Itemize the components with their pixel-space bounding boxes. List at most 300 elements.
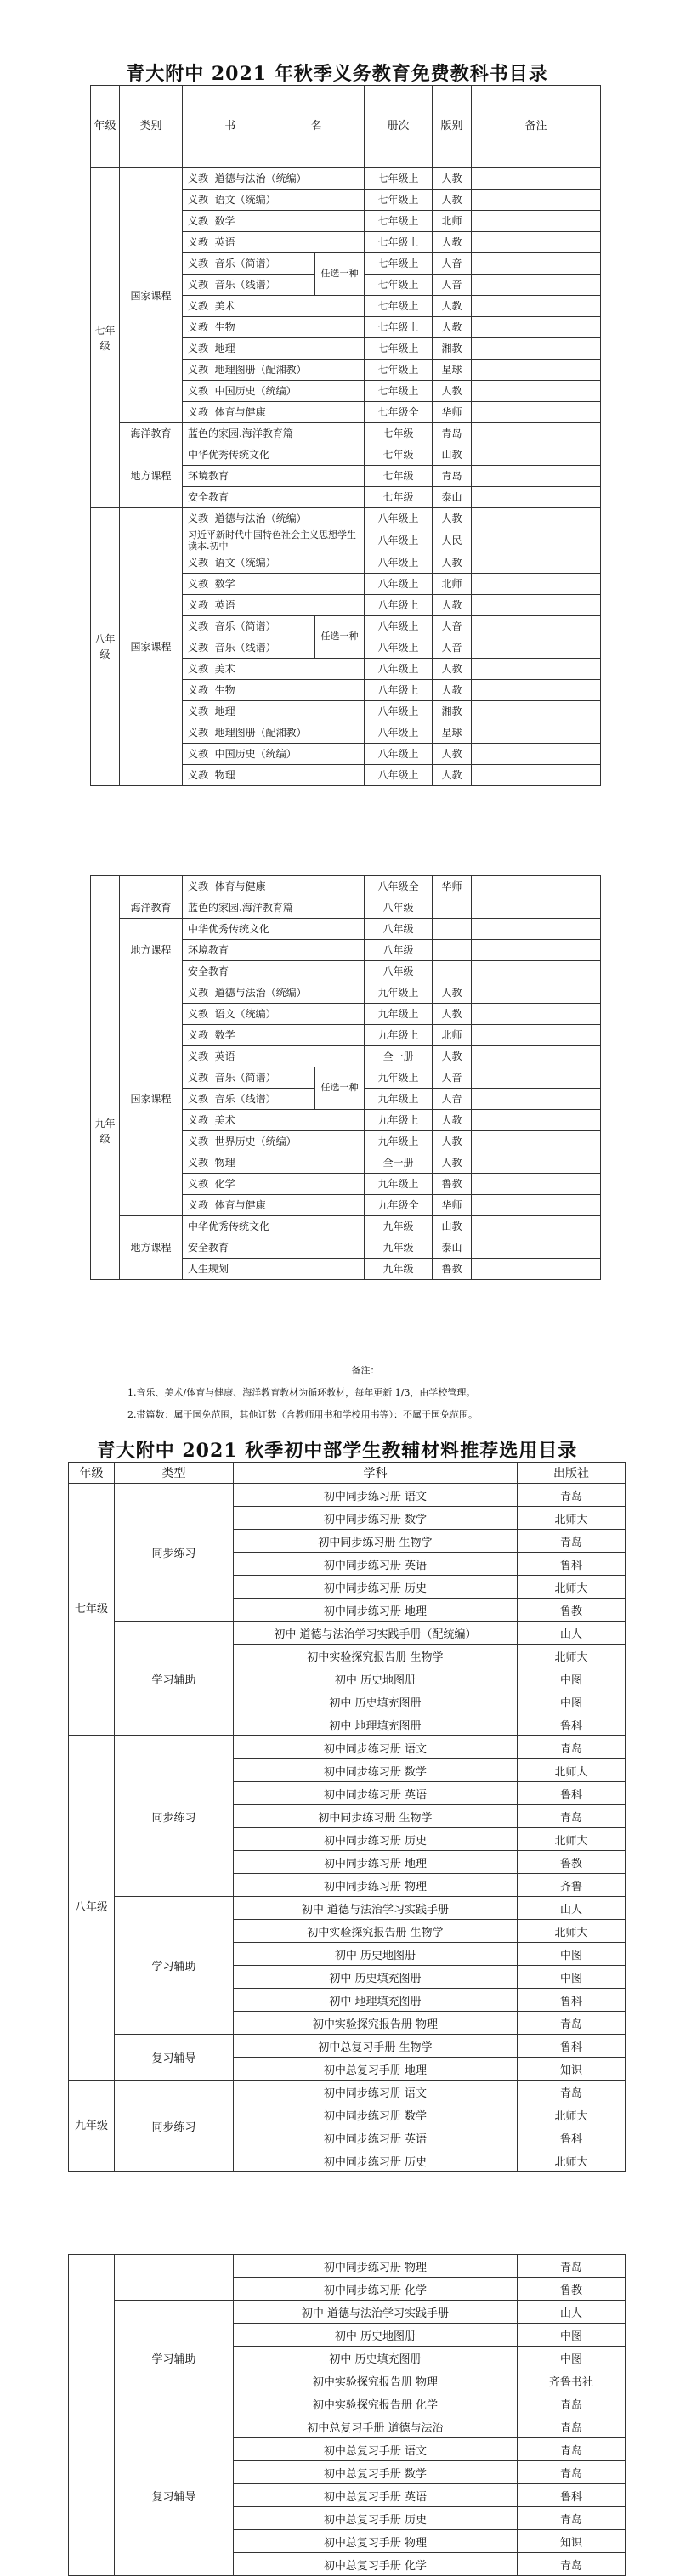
book-name: 人生规划 (183, 1259, 365, 1280)
publisher-cell: 中图 (518, 1966, 626, 1989)
edition-cell: 人音 (433, 1067, 472, 1089)
publisher-cell: 鲁科 (518, 1989, 626, 2012)
edition-cell: 星球 (433, 722, 472, 744)
book-name: 义教 道德与法治（统编） (183, 168, 365, 190)
subject-cell: 初中总复习手册 语文 (234, 2438, 518, 2461)
publisher-cell: 青岛 (518, 2507, 626, 2530)
notes-cell (472, 574, 601, 595)
subject-cell: 初中同步练习册 物理 (234, 1874, 518, 1897)
edition-cell: 华师 (433, 1195, 472, 1216)
book-name: 义教 美术 (183, 296, 365, 317)
notes-cell (472, 1216, 601, 1237)
volume-cell: 九年级 (365, 1259, 433, 1280)
book-name: 义教 音乐（线谱） (183, 275, 315, 296)
book-name: 义教 英语 (183, 232, 365, 253)
book-name: 义教 中国历史（统编） (183, 744, 365, 765)
book-name: 义教 地理 (183, 701, 365, 722)
grade-cell: 九年级 (91, 982, 120, 1280)
volume-cell: 七年级 (365, 444, 433, 466)
material-row (69, 1897, 626, 1920)
subject-cell: 初中同步练习册 英语 (234, 1553, 518, 1576)
category-cell: 海洋教育 (120, 897, 183, 919)
type-cell: 复习辅导 (115, 2035, 234, 2081)
book-name: 义教 地理图册（配湘教） (183, 722, 365, 744)
publisher-cell: 山人 (518, 2301, 626, 2324)
book-name: 中华优秀传统文化 (183, 444, 365, 466)
publisher-cell: 鲁教 (518, 1851, 626, 1874)
subject-cell: 初中 道德与法治学习实践手册（配统编） (234, 1622, 518, 1645)
subject-cell: 初中同步练习册 历史 (234, 2149, 518, 2172)
grade-cell: 八年级 (91, 508, 120, 786)
subject-cell: 初中 历史填充图册 (234, 1966, 518, 1989)
notes-block (127, 1360, 603, 1426)
textbook-table (90, 85, 601, 786)
publisher-cell: 鲁科 (518, 2035, 626, 2058)
book-name: 义教 数学 (183, 1025, 365, 1046)
publisher-cell: 青岛 (518, 2012, 626, 2035)
volume-cell: 八年级上 (365, 659, 433, 680)
edition-cell: 星球 (433, 360, 472, 381)
notes-cell (472, 1174, 601, 1195)
type-cell: 同步练习 (115, 1736, 234, 1897)
volume-cell: 八年级 (365, 940, 433, 961)
subject-cell: 初中总复习手册 物理 (234, 2530, 518, 2553)
type-cell: 学习辅助 (115, 2301, 234, 2415)
subject-cell: 初中 历史填充图册 (234, 2347, 518, 2369)
notes-cell (472, 168, 601, 190)
volume-cell: 九年级上 (365, 1131, 433, 1152)
subject-cell: 初中 历史地图册 (234, 2324, 518, 2347)
subject-cell: 初中实验探究报告册 物理 (234, 2012, 518, 2035)
volume-cell: 八年级上 (365, 574, 433, 595)
subject-cell: 初中总复习手册 历史 (234, 2507, 518, 2530)
subject-cell: 初中同步练习册 英语 (234, 2126, 518, 2149)
notes-line-2: 2.带篇数：属于国免范围，其他订数（含教师用书和学校用书等）：不属于国免范围。 (127, 1409, 478, 1420)
volume-cell: 七年级上 (365, 232, 433, 253)
grade9-rows (91, 982, 601, 1280)
edition-cell: 人教 (433, 1131, 472, 1152)
publisher-cell: 中图 (518, 2347, 626, 2369)
edition-cell: 人教 (433, 744, 472, 765)
book-name: 安全教育 (183, 961, 365, 982)
edition-cell: 人教 (433, 296, 472, 317)
volume-cell: 七年级 (365, 466, 433, 487)
edition-cell: 北师 (433, 1025, 472, 1046)
book-name: 义教 音乐（线谱） (183, 637, 315, 659)
header-notes: 备注 (472, 86, 601, 168)
book-name: 中华优秀传统文化 (183, 1216, 365, 1237)
textbook-row (91, 508, 601, 529)
book-name: 中华优秀传统文化 (183, 919, 365, 940)
material-row (69, 2035, 626, 2058)
type-cell (115, 2255, 234, 2301)
book-name: 义教 物理 (183, 1152, 365, 1174)
header-volume: 册次 (365, 86, 433, 168)
publisher-cell: 齐鲁书社 (518, 2369, 626, 2392)
subject-cell: 初中实验探究报告册 生物学 (234, 1645, 518, 1667)
publisher-cell: 青岛 (518, 2255, 626, 2278)
publisher-cell: 青岛 (518, 2461, 626, 2484)
edition-cell: 人教 (433, 232, 472, 253)
notes-cell (472, 765, 601, 786)
book-name: 义教 体育与健康 (183, 402, 365, 423)
publisher-cell: 青岛 (518, 2415, 626, 2438)
category-cell: 国家课程 (120, 982, 183, 1216)
publisher-cell: 青岛 (518, 1736, 626, 1759)
volume-cell: 八年级上 (365, 722, 433, 744)
book-name: 义教 生物 (183, 317, 365, 338)
category-cell (120, 876, 183, 897)
volume-cell: 八年级 (365, 961, 433, 982)
book-name: 义教 语文（统编） (183, 190, 365, 211)
publisher-cell: 北师大 (518, 1759, 626, 1782)
publisher-cell: 鲁教 (518, 2278, 626, 2301)
category-cell: 海洋教育 (120, 423, 183, 444)
volume-cell: 八年级上 (365, 680, 433, 701)
notes-cell (472, 1046, 601, 1067)
edition-cell (433, 919, 472, 940)
publisher-cell: 北师大 (518, 1645, 626, 1667)
header-edition: 版别 (433, 86, 472, 168)
header-subject: 学科 (234, 1463, 518, 1484)
volume-cell: 八年级上 (365, 637, 433, 659)
volume-cell: 八年级上 (365, 552, 433, 574)
book-name: 义教 地理图册（配湘教） (183, 360, 365, 381)
subject-cell: 初中 历史地图册 (234, 1667, 518, 1690)
book-name: 义教 英语 (183, 595, 365, 616)
edition-cell: 人教 (433, 508, 472, 529)
notes-cell (472, 1152, 601, 1174)
subject-cell: 初中同步练习册 数学 (234, 1507, 518, 1530)
notes-cell (472, 961, 601, 982)
subject-cell: 初中实验探究报告册 化学 (234, 2392, 518, 2415)
notes-cell (472, 595, 601, 616)
publisher-cell: 中图 (518, 1667, 626, 1690)
subject-cell: 初中 历史填充图册 (234, 1690, 518, 1713)
notes-cell (472, 680, 601, 701)
textbook-row (91, 897, 601, 919)
edition-cell: 泰山 (433, 487, 472, 508)
publisher-cell: 北师大 (518, 2103, 626, 2126)
notes-cell (472, 529, 601, 552)
notes-cell (472, 637, 601, 659)
volume-cell: 八年级上 (365, 765, 433, 786)
notes-cell (472, 296, 601, 317)
publisher-cell: 北师大 (518, 1507, 626, 1530)
material-row (69, 2081, 626, 2103)
volume-cell: 九年级 (365, 1216, 433, 1237)
notes-cell (472, 616, 601, 637)
notes-cell (472, 659, 601, 680)
notes-cell (472, 253, 601, 275)
volume-cell: 九年级 (365, 1237, 433, 1259)
book-name: 蓝色的家园.海洋教育篇 (183, 423, 365, 444)
volume-cell: 八年级上 (365, 744, 433, 765)
volume-cell: 八年级上 (365, 529, 433, 552)
volume-cell: 七年级 (365, 423, 433, 444)
book-name: 义教 音乐（线谱） (183, 1089, 315, 1110)
edition-cell: 人教 (433, 765, 472, 786)
edition-cell: 鲁教 (433, 1259, 472, 1280)
volume-cell: 九年级上 (365, 1004, 433, 1025)
notes-title: 备注： (351, 1365, 380, 1376)
notes-cell (472, 919, 601, 940)
publisher-cell: 青岛 (518, 1530, 626, 1553)
edition-cell: 青岛 (433, 466, 472, 487)
volume-cell: 九年级上 (365, 1089, 433, 1110)
book-name: 安全教育 (183, 1237, 365, 1259)
category-cell: 地方课程 (120, 444, 183, 508)
publisher-cell: 北师大 (518, 1576, 626, 1599)
choose-one-note: 任选一种 (315, 1067, 365, 1110)
volume-cell: 八年级上 (365, 701, 433, 722)
type-cell: 同步练习 (115, 2081, 234, 2172)
publisher-cell: 青岛 (518, 1484, 626, 1507)
notes-cell (472, 1004, 601, 1025)
edition-cell: 人音 (433, 616, 472, 637)
textbook-row (91, 1216, 601, 1237)
subject-cell: 初中同步练习册 历史 (234, 1828, 518, 1851)
edition-cell: 人教 (433, 982, 472, 1004)
notes-cell (472, 940, 601, 961)
edition-cell (433, 961, 472, 982)
grade-cell: 八年级 (69, 1736, 115, 2081)
header-book: 书 名 (183, 86, 365, 168)
notes-cell (472, 1195, 601, 1216)
notes-line-1: 1.音乐、美术/体育与健康、海洋教育教材为循环教材，每年更新 1/3，由学校管理。 (127, 1387, 476, 1398)
notes-cell (472, 722, 601, 744)
edition-cell: 人教 (433, 1004, 472, 1025)
publisher-cell: 山人 (518, 1897, 626, 1920)
book-name: 义教 体育与健康 (183, 876, 365, 897)
notes-cell (472, 876, 601, 897)
book-name: 习近平新时代中国特色社会主义思想学生读本.初中 (183, 529, 365, 552)
header-category: 类别 (120, 86, 183, 168)
book-name: 义教 音乐（简谱） (183, 253, 315, 275)
publisher-cell: 北师大 (518, 2149, 626, 2172)
volume-cell: 七年级上 (365, 317, 433, 338)
grade-cell: 七年级 (69, 1484, 115, 1736)
notes-cell (472, 360, 601, 381)
publisher-cell: 中图 (518, 1690, 626, 1713)
header-grade: 年级 (69, 1463, 115, 1484)
volume-cell: 八年级上 (365, 508, 433, 529)
edition-cell: 人教 (433, 1152, 472, 1174)
notes-cell (472, 897, 601, 919)
subject-cell: 初中同步练习册 地理 (234, 1851, 518, 1874)
grade7-rows (91, 168, 601, 508)
grade-cell (91, 876, 120, 982)
volume-cell: 九年级全 (365, 1195, 433, 1216)
book-name: 义教 世界历史（统编） (183, 1131, 365, 1152)
edition-cell: 湘教 (433, 701, 472, 722)
edition-cell: 人教 (433, 381, 472, 402)
edition-cell: 湘教 (433, 338, 472, 360)
publisher-cell: 中图 (518, 2324, 626, 2347)
subject-cell: 初中总复习手册 生物学 (234, 2035, 518, 2058)
page-title: 青大附中 2021 年秋季义务教育免费教科书目录 (126, 63, 548, 85)
edition-cell (433, 940, 472, 961)
volume-cell: 九年级上 (365, 1067, 433, 1089)
notes-cell (472, 1110, 601, 1131)
choose-one-note: 任选一种 (315, 616, 365, 659)
header-grade: 年级 (91, 86, 120, 168)
material-row (69, 2415, 626, 2438)
book-name: 蓝色的家园.海洋教育篇 (183, 897, 365, 919)
volume-cell: 七年级上 (365, 275, 433, 296)
book-name: 义教 物理 (183, 765, 365, 786)
edition-cell: 青岛 (433, 423, 472, 444)
materials-header (69, 1463, 626, 1484)
edition-cell: 泰山 (433, 1237, 472, 1259)
category-cell: 国家课程 (120, 168, 183, 423)
subject-cell: 初中同步练习册 物理 (234, 2255, 518, 2278)
volume-cell: 全一册 (365, 1152, 433, 1174)
subject-cell: 初中同步练习册 化学 (234, 2278, 518, 2301)
notes-cell (472, 423, 601, 444)
volume-cell: 八年级 (365, 919, 433, 940)
book-name: 义教 数学 (183, 211, 365, 232)
book-name: 义教 化学 (183, 1174, 365, 1195)
publisher-cell: 知识 (518, 2530, 626, 2553)
book-name: 安全教育 (183, 487, 365, 508)
subject-cell: 初中 道德与法治学习实践手册 (234, 1897, 518, 1920)
notes-cell (472, 211, 601, 232)
edition-cell: 人教 (433, 680, 472, 701)
material-row (69, 1484, 626, 1507)
subject-cell: 初中同步练习册 生物学 (234, 1805, 518, 1828)
materials-grade9-more (69, 2255, 626, 2576)
header-type: 类型 (115, 1463, 234, 1484)
subject-cell: 初中同步练习册 数学 (234, 1759, 518, 1782)
materials-table-continued (68, 2254, 626, 2576)
subject-cell: 初中同步练习册 地理 (234, 1599, 518, 1622)
book-name: 义教 体育与健康 (183, 1195, 365, 1216)
book-name: 义教 数学 (183, 574, 365, 595)
book-name: 义教 音乐（简谱） (183, 616, 315, 637)
textbook-row (91, 919, 601, 940)
volume-cell: 七年级上 (365, 190, 433, 211)
volume-cell: 八年级上 (365, 616, 433, 637)
choose-one-note: 任选一种 (315, 253, 365, 296)
notes-cell (472, 317, 601, 338)
notes-cell (472, 1131, 601, 1152)
book-name: 义教 音乐（简谱） (183, 1067, 315, 1089)
subject-cell: 初中同步练习册 语文 (234, 2081, 518, 2103)
edition-cell: 人教 (433, 595, 472, 616)
publisher-cell: 中图 (518, 1943, 626, 1966)
book-name: 义教 生物 (183, 680, 365, 701)
edition-cell: 鲁教 (433, 1174, 472, 1195)
edition-cell: 人教 (433, 317, 472, 338)
subject-cell: 初中总复习手册 化学 (234, 2553, 518, 2576)
publisher-cell: 青岛 (518, 2438, 626, 2461)
textbook-row (91, 168, 601, 190)
notes-cell (472, 508, 601, 529)
edition-cell: 北师 (433, 574, 472, 595)
notes-cell (472, 232, 601, 253)
volume-cell: 全一册 (365, 1046, 433, 1067)
subject-cell: 初中实验探究报告册 生物学 (234, 1920, 518, 1943)
type-cell: 学习辅助 (115, 1622, 234, 1736)
edition-cell: 人教 (433, 659, 472, 680)
subject-cell: 初中 地理填充图册 (234, 1713, 518, 1736)
volume-cell: 七年级上 (365, 338, 433, 360)
book-name: 义教 道德与法治（统编） (183, 982, 365, 1004)
notes-cell (472, 1237, 601, 1259)
material-row (69, 2255, 626, 2278)
subject-cell: 初中同步练习册 语文 (234, 1484, 518, 1507)
edition-cell: 人音 (433, 253, 472, 275)
notes-cell (472, 444, 601, 466)
table-header (91, 86, 601, 168)
volume-cell: 九年级上 (365, 982, 433, 1004)
subject-cell: 初中总复习手册 道德与法治 (234, 2415, 518, 2438)
publisher-cell: 鲁科 (518, 2126, 626, 2149)
material-row (69, 2301, 626, 2324)
material-row (69, 1736, 626, 1759)
notes-cell (472, 466, 601, 487)
edition-cell: 人教 (433, 1110, 472, 1131)
publisher-cell: 青岛 (518, 2392, 626, 2415)
publisher-cell: 青岛 (518, 1805, 626, 1828)
notes-cell (472, 487, 601, 508)
subject-cell: 初中 历史地图册 (234, 1943, 518, 1966)
subject-cell: 初中 道德与法治学习实践手册 (234, 2301, 518, 2324)
publisher-cell: 鲁科 (518, 1713, 626, 1736)
edition-cell: 人音 (433, 275, 472, 296)
book-name: 义教 语文（统编） (183, 552, 365, 574)
header-publisher: 出版社 (518, 1463, 626, 1484)
edition-cell: 华师 (433, 876, 472, 897)
edition-cell: 人音 (433, 637, 472, 659)
publisher-cell: 青岛 (518, 2081, 626, 2103)
volume-cell: 七年级上 (365, 211, 433, 232)
materials-grade8 (69, 1736, 626, 2081)
type-cell: 学习辅助 (115, 1897, 234, 2035)
materials-table (68, 1462, 626, 2172)
material-row (69, 1622, 626, 1645)
volume-cell: 八年级上 (365, 595, 433, 616)
book-name: 义教 美术 (183, 1110, 365, 1131)
book-name: 义教 语文（统编） (183, 1004, 365, 1025)
publisher-cell: 鲁科 (518, 2484, 626, 2507)
grade-cell (69, 2255, 115, 2576)
category-cell: 地方课程 (120, 1216, 183, 1280)
notes-cell (472, 1025, 601, 1046)
publisher-cell: 鲁科 (518, 1553, 626, 1576)
subject-cell: 初中同步练习册 英语 (234, 1782, 518, 1805)
edition-cell: 华师 (433, 402, 472, 423)
publisher-cell: 鲁科 (518, 1782, 626, 1805)
volume-cell: 八年级全 (365, 876, 433, 897)
textbook-table-continued (90, 875, 601, 1280)
volume-cell: 七年级全 (365, 402, 433, 423)
volume-cell: 九年级上 (365, 1110, 433, 1131)
subject-cell: 初中同步练习册 历史 (234, 1576, 518, 1599)
notes-cell (472, 1089, 601, 1110)
notes-cell (472, 275, 601, 296)
book-name: 义教 英语 (183, 1046, 365, 1067)
edition-cell: 山教 (433, 1216, 472, 1237)
notes-cell (472, 338, 601, 360)
publisher-cell: 青岛 (518, 2553, 626, 2576)
type-cell: 同步练习 (115, 1484, 234, 1622)
book-name: 环境教育 (183, 940, 365, 961)
grade8-more-rows (91, 876, 601, 982)
edition-cell: 人教 (433, 552, 472, 574)
category-cell: 地方课程 (120, 919, 183, 982)
